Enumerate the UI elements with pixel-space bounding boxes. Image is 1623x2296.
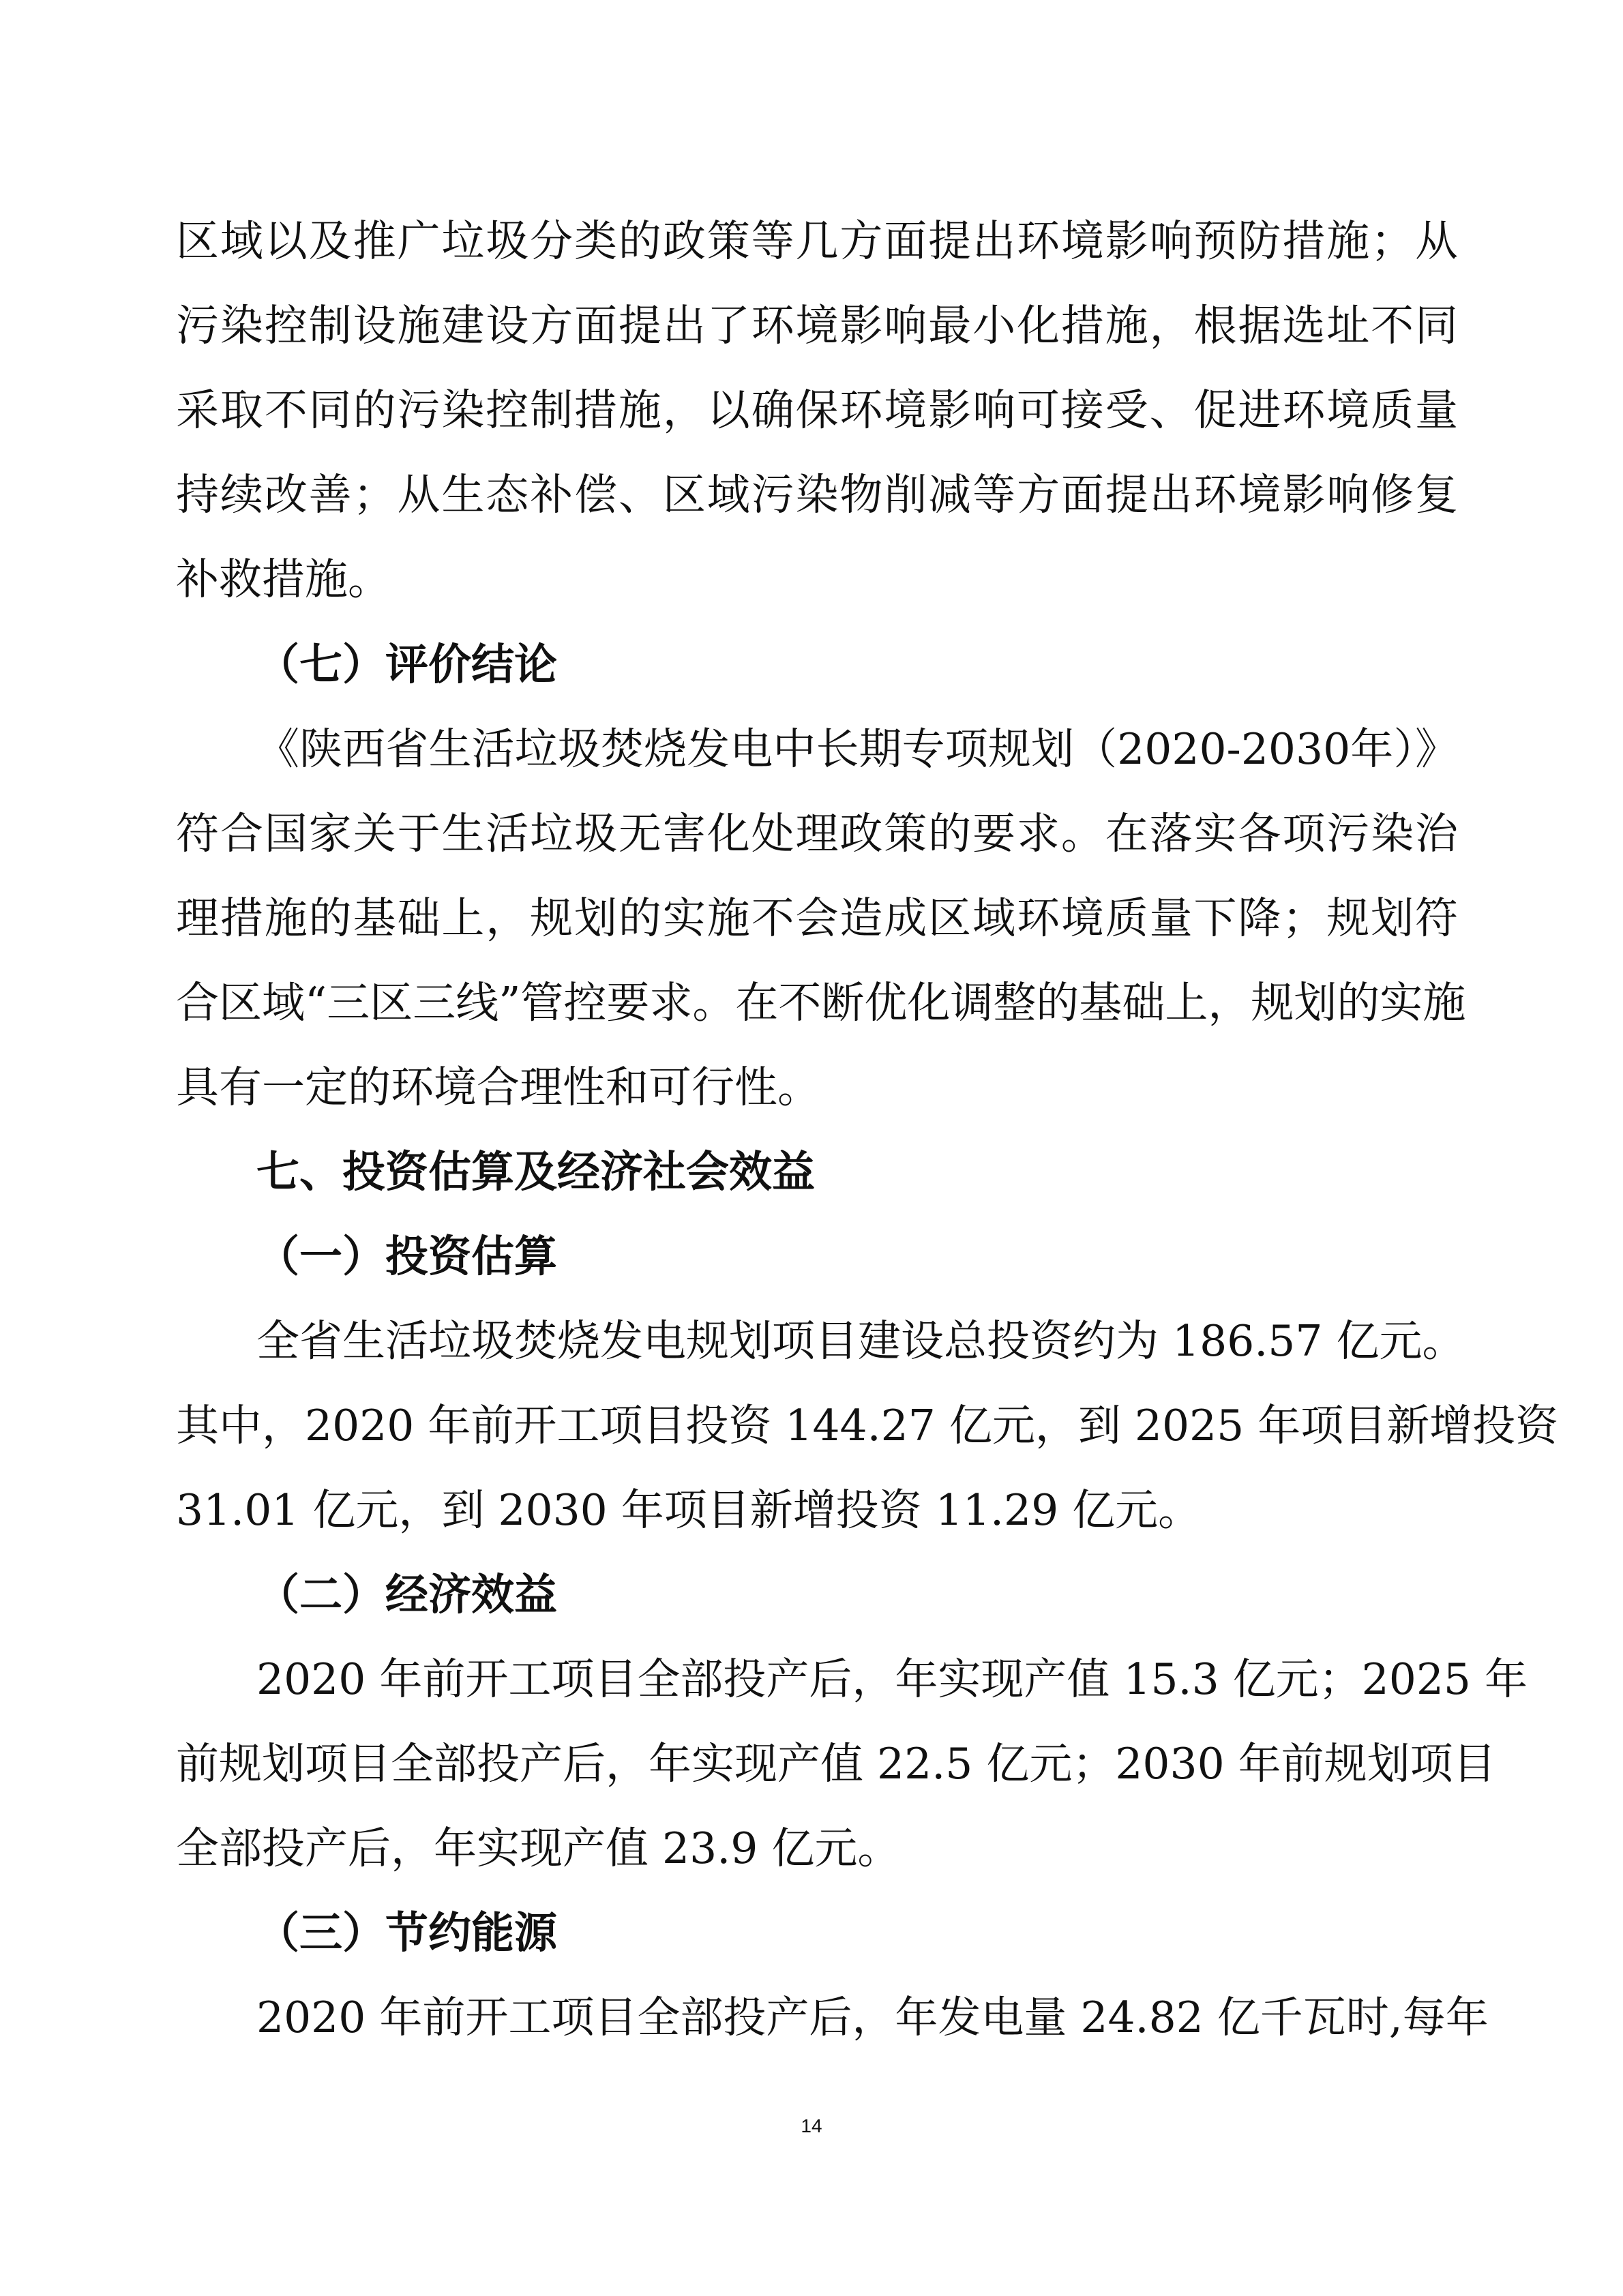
paragraph-line: 持续改善；从生态补偿、区域污染物削减等方面提出环境影响修复 <box>176 470 1458 520</box>
paragraph-line: 2020 年前开工项目全部投产后，年发电量 24.82 亿千瓦时,每年 <box>256 1993 1489 2042</box>
paragraph-line: 理措施的基础上，规划的实施不会造成区域环境质量下降；规划符 <box>176 893 1458 943</box>
paragraph-line: 区域以及推广垃圾分类的政策等几方面提出环境影响预防措施；从 <box>176 216 1458 266</box>
paragraph-line: 2020 年前开工项目全部投产后，年实现产值 15.3 亿元；2025 年 <box>256 1654 1528 1704</box>
chapter-heading: 七、投资估算及经济社会效益 <box>256 1147 815 1197</box>
page-number: 14 <box>801 2115 822 2136</box>
paragraph-line: 其中，2020 年前开工项目投资 144.27 亿元，到 2025 年项目新增投资 <box>176 1401 1559 1450</box>
paragraph-line: 31.01 亿元，到 2030 年项目新增投资 11.29 亿元。 <box>176 1485 1202 1535</box>
paragraph-line: 前规划项目全部投产后，年实现产值 22.5 亿元；2030 年前规划项目 <box>176 1739 1496 1789</box>
paragraph-line: 合区域“三区三线”管控要求。在不断优化调整的基础上，规划的实施 <box>176 978 1466 1028</box>
paragraph-line: 全省生活垃圾焚烧发电规划项目建设总投资约为 186.57 亿元。 <box>256 1316 1465 1366</box>
paragraph-line: 全部投产后，年实现产值 23.9 亿元。 <box>176 1823 901 1873</box>
paragraph-line: 符合国家关于生活垃圾无害化处理政策的要求。在落实各项污染治 <box>176 809 1458 859</box>
paragraph-line: 补救措施。 <box>176 554 391 604</box>
paragraph-line: 《陕西省生活垃圾焚烧发电中长期专项规划（2020-2030年）》 <box>256 724 1458 774</box>
paragraph-line: 采取不同的污染控制措施，以确保环境影响可接受、促进环境质量 <box>176 385 1458 435</box>
paragraph-line: 污染控制设施建设方面提出了环境影响最小化措施，根据选址不同 <box>176 301 1458 351</box>
section-heading: （三）节约能源 <box>256 1908 557 1958</box>
paragraph-line: 具有一定的环境合理性和可行性。 <box>176 1062 820 1112</box>
section-heading: （二）经济效益 <box>256 1570 557 1620</box>
section-heading: （七）评价结论 <box>256 640 557 689</box>
section-heading: （一）投资估算 <box>256 1232 557 1281</box>
